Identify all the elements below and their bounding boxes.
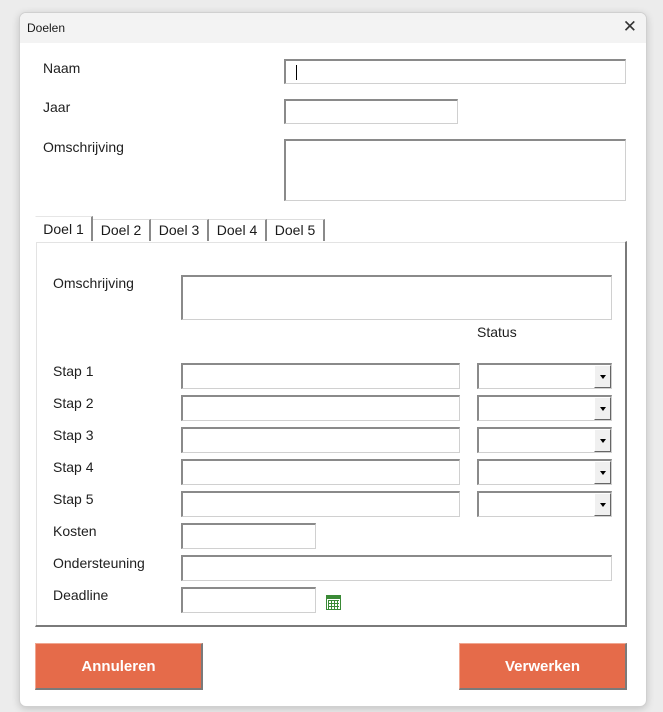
chevron-down-icon[interactable] <box>594 365 611 388</box>
stap-1-input[interactable] <box>181 363 460 389</box>
calendar-icon-header <box>327 596 340 599</box>
doelen-dialog <box>19 12 647 707</box>
stap-4-label: Stap 4 <box>53 459 94 475</box>
verwerken-button[interactable]: Verwerken <box>459 643 627 690</box>
stap-5-status-select[interactable] <box>477 491 612 517</box>
stap-3-label: Stap 3 <box>53 427 94 443</box>
doel-omschrijving-input[interactable] <box>181 275 612 320</box>
chevron-down-icon[interactable] <box>594 429 611 452</box>
tab-doel-3[interactable]: Doel 3 <box>151 219 209 241</box>
tab-doel-1[interactable]: Doel 1 <box>35 216 93 242</box>
ondersteuning-input[interactable] <box>181 555 612 581</box>
close-icon[interactable]: ✕ <box>622 17 637 36</box>
stap-3-status-select[interactable] <box>477 427 612 453</box>
window-title: Doelen <box>27 21 66 35</box>
tab-panel-doel-1 <box>35 241 627 627</box>
chevron-down-icon[interactable] <box>594 493 611 516</box>
stap-2-input[interactable] <box>181 395 460 421</box>
jaar-label: Jaar <box>43 99 71 115</box>
ondersteuning-label: Ondersteuning <box>53 555 145 571</box>
status-header: Status <box>477 324 517 340</box>
deadline-input[interactable] <box>181 587 316 613</box>
jaar-input[interactable] <box>284 99 458 124</box>
doel-omschrijving-label: Omschrijving <box>53 275 134 291</box>
naam-input[interactable] <box>284 59 626 84</box>
omschrijving-label: Omschrijving <box>43 139 124 155</box>
chevron-down-icon[interactable] <box>594 397 611 420</box>
stap-4-input[interactable] <box>181 459 460 485</box>
stap-1-label: Stap 1 <box>53 363 94 379</box>
stap-4-status-select[interactable] <box>477 459 612 485</box>
calendar-icon-grid <box>328 600 339 609</box>
stap-2-label: Stap 2 <box>53 395 94 411</box>
annuleren-button[interactable]: Annuleren <box>35 643 203 690</box>
chevron-down-icon[interactable] <box>594 461 611 484</box>
stap-2-status-select[interactable] <box>477 395 612 421</box>
tab-doel-4[interactable]: Doel 4 <box>209 219 267 241</box>
stap-5-input[interactable] <box>181 491 460 517</box>
stap-3-input[interactable] <box>181 427 460 453</box>
kosten-input[interactable] <box>181 523 316 549</box>
tab-doel-5[interactable]: Doel 5 <box>267 219 325 241</box>
title-bar <box>20 13 646 43</box>
text-caret <box>296 65 297 80</box>
tab-doel-2[interactable]: Doel 2 <box>93 219 151 241</box>
kosten-label: Kosten <box>53 523 97 539</box>
stap-1-status-select[interactable] <box>477 363 612 389</box>
naam-label: Naam <box>43 60 81 76</box>
deadline-label: Deadline <box>53 587 109 603</box>
calendar-icon[interactable] <box>326 595 341 610</box>
stap-5-label: Stap 5 <box>53 491 94 507</box>
omschrijving-textarea[interactable] <box>284 139 626 201</box>
